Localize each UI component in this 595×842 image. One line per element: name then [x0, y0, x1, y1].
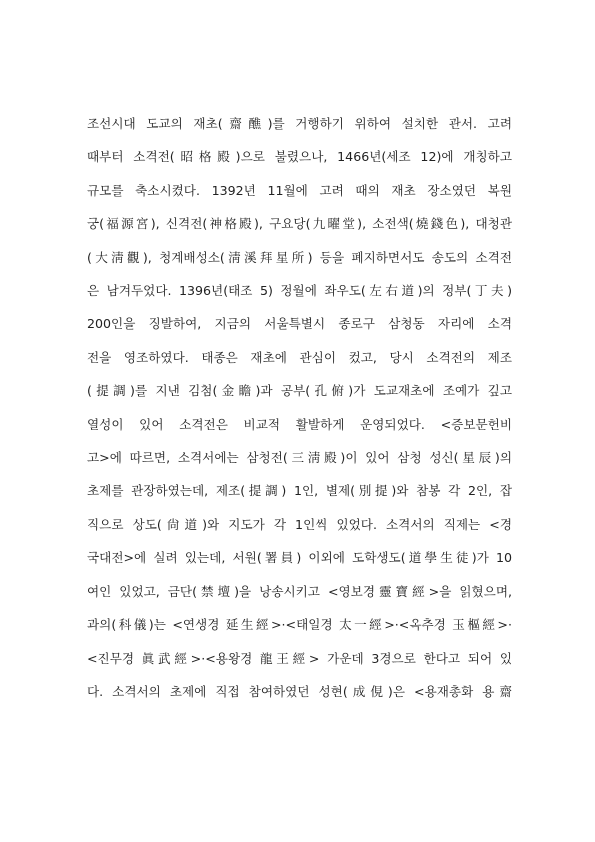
body-text-line-14: 국대전>에 실려 있는데, 서원(署員) 이외에 도학생도(道學生徒)가 10 [87, 550, 512, 565]
body-text-line-1: 조선시대 도교의 재초(齋醮)를 거행하기 위하여 설치한 관서. 고려 [87, 116, 512, 131]
body-text-line-11: 고>에 따르면, 소격서에는 삼청전(三淸殿)이 있어 삼청 성신(星辰)의 [87, 450, 512, 465]
body-text-line-9: (提調)를 지낸 김첨(金瞻)과 공부(孔俯)가 도교재초에 조예가 깊고 [87, 383, 512, 398]
body-text-line-5: (大淸觀), 청계배성소(淸溪拜星所) 등을 폐지하면서도 송도의 소격전 [87, 250, 512, 265]
body-text-line-2: 때부터 소격전(昭格殿)으로 불렸으나, 1466년(세조 12)에 개칭하고 [87, 149, 512, 164]
body-text-line-15: 여인 있었고, 금단(禁壇)을 낭송시키고 <영보경靈寶經>을 읽혔으며, [87, 584, 512, 599]
body-text-line-17: <진무경 眞武經>·<용왕경 龍王經> 가운데 3경으로 한다고 되어 있 [87, 651, 512, 666]
body-text-line-6: 은 남겨두었다. 1396년(태조 5) 정월에 좌우도(左右道)의 정부(丁夫) [87, 283, 512, 298]
body-text-line-18: 다. 소격서의 초제에 직접 참여하였던 성현(成俔)은 <용재총화 용齋 [87, 684, 512, 699]
body-text-line-3: 규모를 축소시켰다. 1392년 11월에 고려 때의 재초 장소였던 복원 [87, 183, 512, 198]
body-text-line-10: 열성이 있어 소격전은 비교적 활발하게 운영되었다. <증보문헌비 [87, 417, 512, 432]
body-text-line-13: 직으로 상도(尙道)와 지도가 각 1인씩 있었다. 소격서의 직제는 <경 [87, 517, 512, 532]
body-text-line-4: 궁(福源宮), 신격전(神格殿), 구요당(九曜堂), 소전색(燒錢色), 대청관 [87, 216, 512, 231]
body-text-line-7: 200인을 징발하여, 지금의 서울특별시 종로구 삼청동 자리에 소격 [87, 316, 512, 331]
body-text-line-12: 초제를 관장하였는데, 제조(提調) 1인, 별제(別提)와 참봉 각 2인, 잡 [87, 483, 512, 498]
body-text-line-8: 전을 영조하였다. 태종은 재초에 관심이 컸고, 당시 소격전의 제조 [87, 350, 512, 365]
body-text-line-16: 과의(科儀)는 <연생경 延生經>·<태일경 太一經>·<옥추경 玉樞經>· [87, 617, 512, 632]
